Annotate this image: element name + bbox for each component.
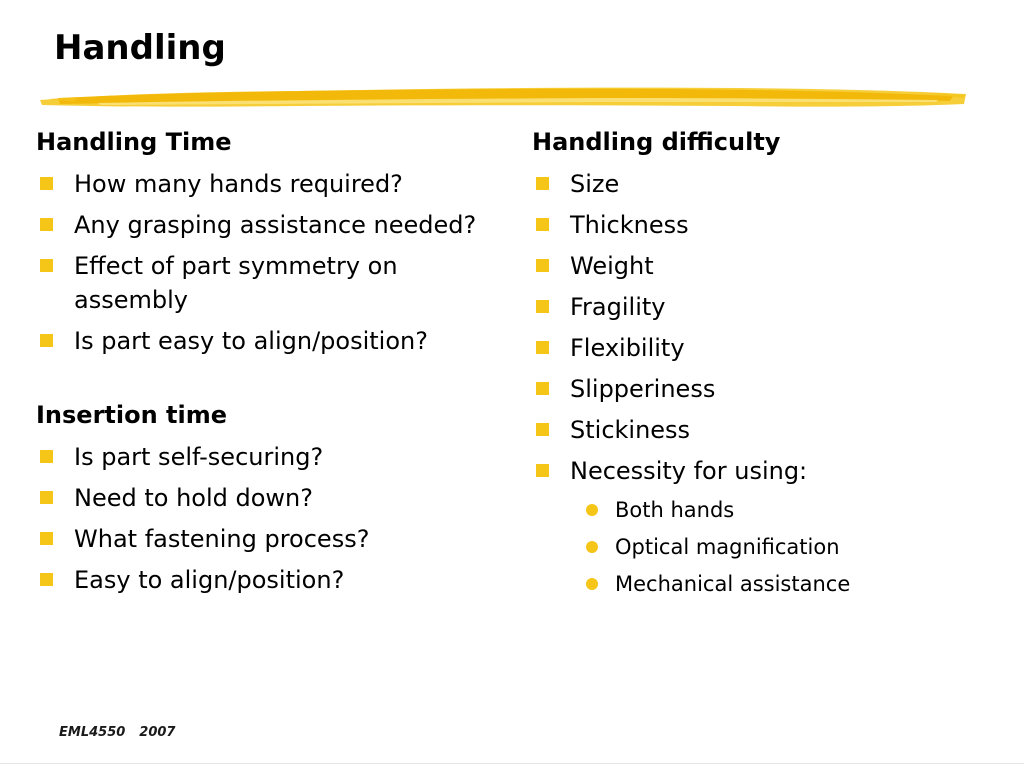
bottom-divider xyxy=(0,763,1024,764)
round-bullet-icon xyxy=(586,578,598,590)
footer-year: 2007 xyxy=(139,725,176,740)
insertion-time-list xyxy=(36,440,506,597)
list-item: Easy to align/position? xyxy=(36,563,506,597)
square-bullet-icon xyxy=(40,491,53,504)
list-item: Slipperiness xyxy=(532,372,992,406)
square-bullet-icon xyxy=(40,450,53,463)
list-item: Weight xyxy=(532,249,992,283)
list-item: What fastening process? xyxy=(36,522,506,556)
slide-footer xyxy=(59,725,189,740)
square-bullet-icon xyxy=(40,334,53,347)
list-item: Need to hold down? xyxy=(36,481,506,515)
list-item: Flexibility xyxy=(532,331,992,365)
list-item: Size xyxy=(532,167,992,201)
list-item: How many hands required? xyxy=(36,167,506,201)
list-item: Fragility xyxy=(532,290,992,324)
list-item: Is part easy to align/position? xyxy=(36,324,506,358)
square-bullet-icon xyxy=(536,341,549,354)
list-item: Stickiness xyxy=(532,413,992,447)
square-bullet-icon xyxy=(40,259,53,272)
list-item: Any grasping assistance needed? xyxy=(36,208,506,242)
round-bullet-icon xyxy=(586,541,598,553)
sub-list-item: Mechanical assistance xyxy=(532,569,992,599)
title-underline-brush-stroke xyxy=(38,80,968,116)
square-bullet-icon xyxy=(536,177,549,190)
list-item: Thickness xyxy=(532,208,992,242)
handling-time-list xyxy=(36,167,506,358)
sub-list-item: Both hands xyxy=(532,495,992,525)
square-bullet-icon xyxy=(536,218,549,231)
square-bullet-icon xyxy=(536,259,549,272)
square-bullet-icon xyxy=(40,177,53,190)
footer-course: EML4550 xyxy=(59,725,126,740)
square-bullet-icon xyxy=(536,382,549,395)
square-bullet-icon xyxy=(40,532,53,545)
handling-difficulty-heading: Handling difficulty xyxy=(532,128,781,156)
handling-difficulty-list xyxy=(532,167,992,488)
round-bullet-icon xyxy=(586,504,598,516)
list-item: Effect of part symmetry on assembly xyxy=(36,249,506,317)
necessity-sublist xyxy=(532,495,992,599)
slide-title: Handling xyxy=(54,28,226,68)
insertion-time-heading: Insertion time xyxy=(36,401,228,429)
handling-time-heading: Handling Time xyxy=(36,128,232,156)
square-bullet-icon xyxy=(536,464,549,477)
square-bullet-icon xyxy=(40,218,53,231)
handling-column xyxy=(36,126,506,604)
list-item: Necessity for using: xyxy=(532,454,992,488)
square-bullet-icon xyxy=(536,423,549,436)
list-item: Is part self-securing? xyxy=(36,440,506,474)
sub-list-item: Optical magnification xyxy=(532,532,992,562)
handling-difficulty-column xyxy=(532,126,992,606)
square-bullet-icon xyxy=(40,573,53,586)
square-bullet-icon xyxy=(536,300,549,313)
